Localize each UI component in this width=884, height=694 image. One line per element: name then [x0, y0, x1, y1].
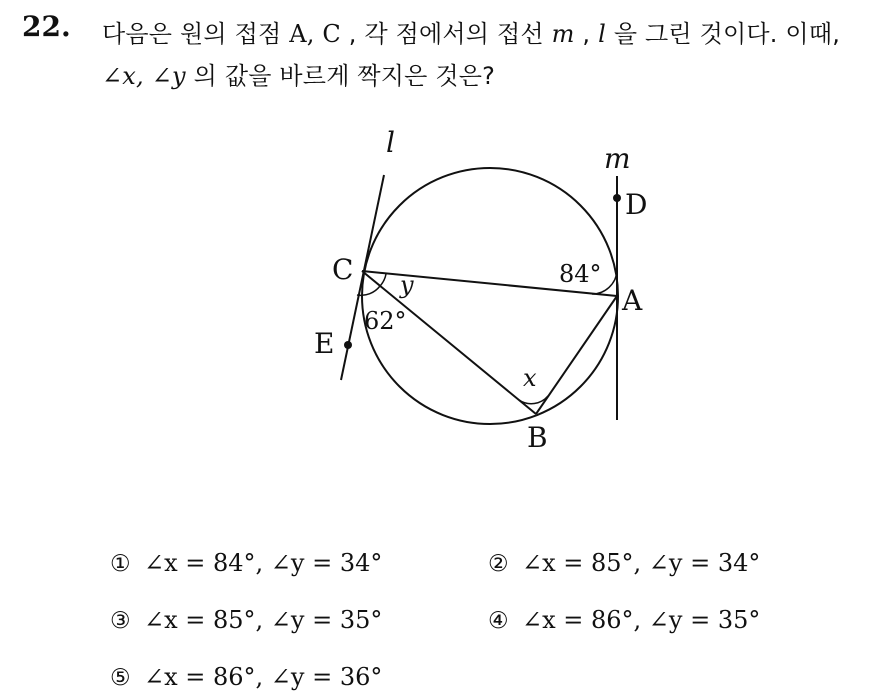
- label-angle-y: y: [400, 271, 414, 299]
- question-number: 22.: [22, 10, 71, 43]
- choice-2[interactable]: [488, 549, 760, 577]
- q1-part5: l: [598, 20, 606, 48]
- label-C: C: [332, 253, 354, 286]
- choice-4-number: ④: [488, 608, 509, 634]
- choice-3-number: ③: [110, 608, 131, 634]
- label-l: l: [386, 126, 395, 159]
- q1-part3: m: [551, 20, 575, 48]
- choice-2-text: ∠x = 85°, ∠y = 34°: [522, 549, 761, 577]
- label-D: D: [625, 188, 648, 221]
- label-B: B: [527, 421, 548, 454]
- choice-5-number: ⑤: [110, 665, 131, 691]
- choice-4-text: ∠x = 86°, ∠y = 35°: [522, 606, 761, 634]
- choice-2-number: ②: [488, 551, 509, 577]
- choice-3-text: ∠x = 85°, ∠y = 35°: [144, 606, 383, 634]
- label-m: m: [604, 142, 631, 175]
- choice-3[interactable]: [110, 606, 382, 634]
- choice-4[interactable]: [488, 606, 760, 634]
- choice-1-number: ①: [110, 551, 131, 577]
- choice-5-text: ∠x = 86°, ∠y = 36°: [144, 663, 383, 691]
- q2-part1: 의 값을 바르게 짝지은 것은?: [185, 62, 496, 90]
- q2-part0: ∠x, ∠y: [102, 62, 186, 90]
- q1-part0: 다음은 원의 접점: [102, 20, 290, 48]
- q1-part6: 을 그린 것이다. 이때,: [605, 20, 841, 48]
- point-D-dot: [613, 194, 621, 202]
- segment-CB: [362, 271, 536, 414]
- angle-arc-y: [380, 274, 386, 286]
- choice-1-text: ∠x = 84°, ∠y = 34°: [144, 549, 383, 577]
- label-angle-x: x: [523, 364, 537, 392]
- label-A: A: [622, 284, 643, 317]
- label-E: E: [314, 327, 335, 360]
- q1-part1: A, C: [289, 20, 341, 48]
- label-angle-84: 84°: [559, 260, 602, 288]
- choice-5[interactable]: [110, 663, 382, 691]
- choice-1[interactable]: [110, 549, 382, 577]
- label-angle-62: 62°: [364, 307, 407, 335]
- point-E-dot: [344, 341, 352, 349]
- q1-part2: , 각 점에서의 접선: [340, 20, 552, 48]
- q1-part4: ,: [574, 20, 599, 48]
